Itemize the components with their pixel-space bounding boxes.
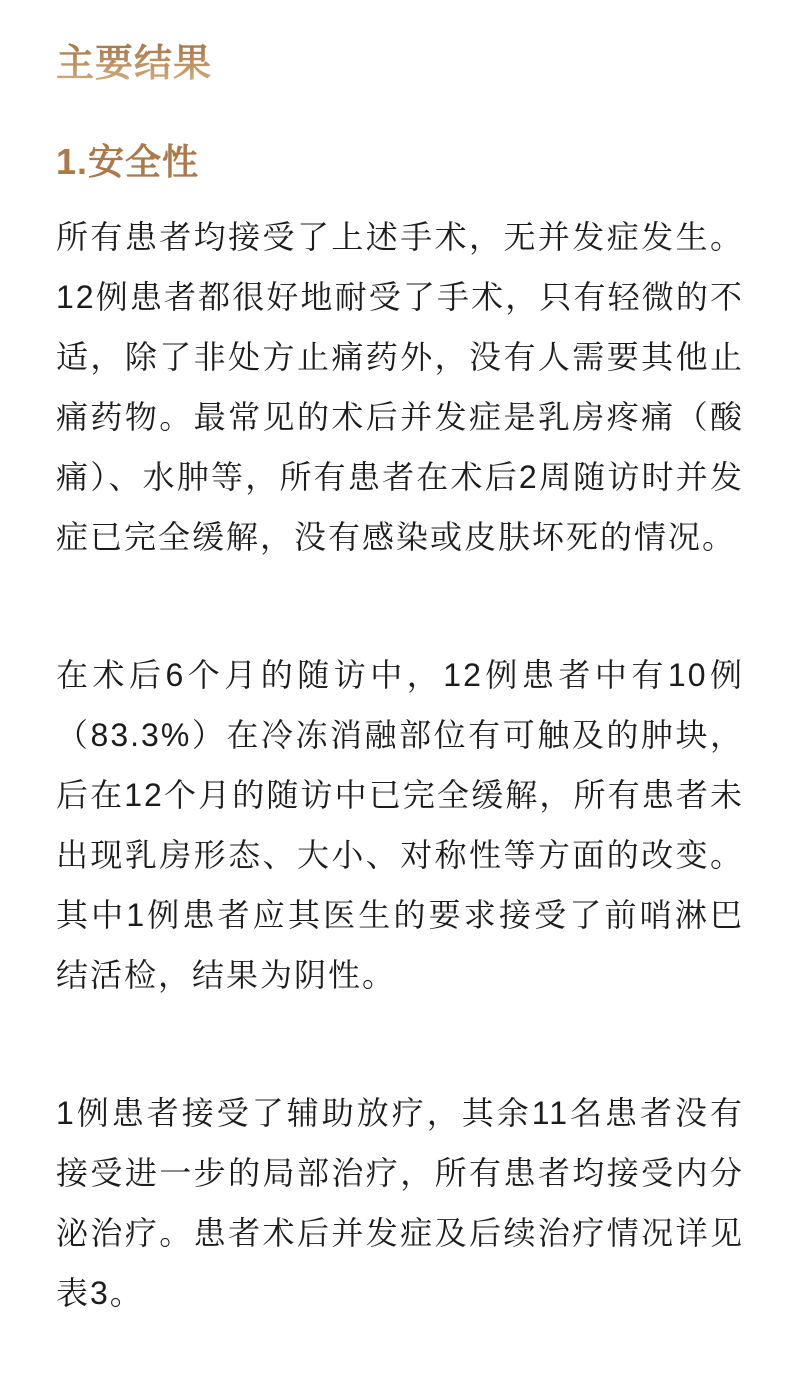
body-paragraph: 所有患者均接受了上述手术，无并发症发生。12例患者都很好地耐受了手术，只有轻微的不适，除了非处方止痛药外，没有人需要其他止痛药物。最常见的术后并发症是乳房疼痛（酸痛）、水肿等，所有患者在术后2周随访时并发症已完全缓解，没有感染或皮肤坏死的情况。 [56, 218, 744, 555]
article-body [56, 207, 744, 1323]
page-title: 主要结果 [56, 42, 744, 88]
section-heading: 1.安全性 [56, 140, 200, 182]
body-paragraph: 1例患者接受了辅助放疗，其余11名患者没有接受进一步的局部治疗，所有患者均接受内分泌治疗。患者术后并发症及后续治疗情况详见表3。 [56, 1094, 744, 1311]
body-paragraph: 在术后6个月的随访中，12例患者中有10例（83.3%）在冷冻消融部位有可触及的肿块，后在12个月的随访中已完全缓解，所有患者未出现乳房形态、大小、对称性等方面的改变。其中1例患者应其医生的要求接受了前哨淋巴结活检，结果为阴性。 [56, 656, 744, 993]
